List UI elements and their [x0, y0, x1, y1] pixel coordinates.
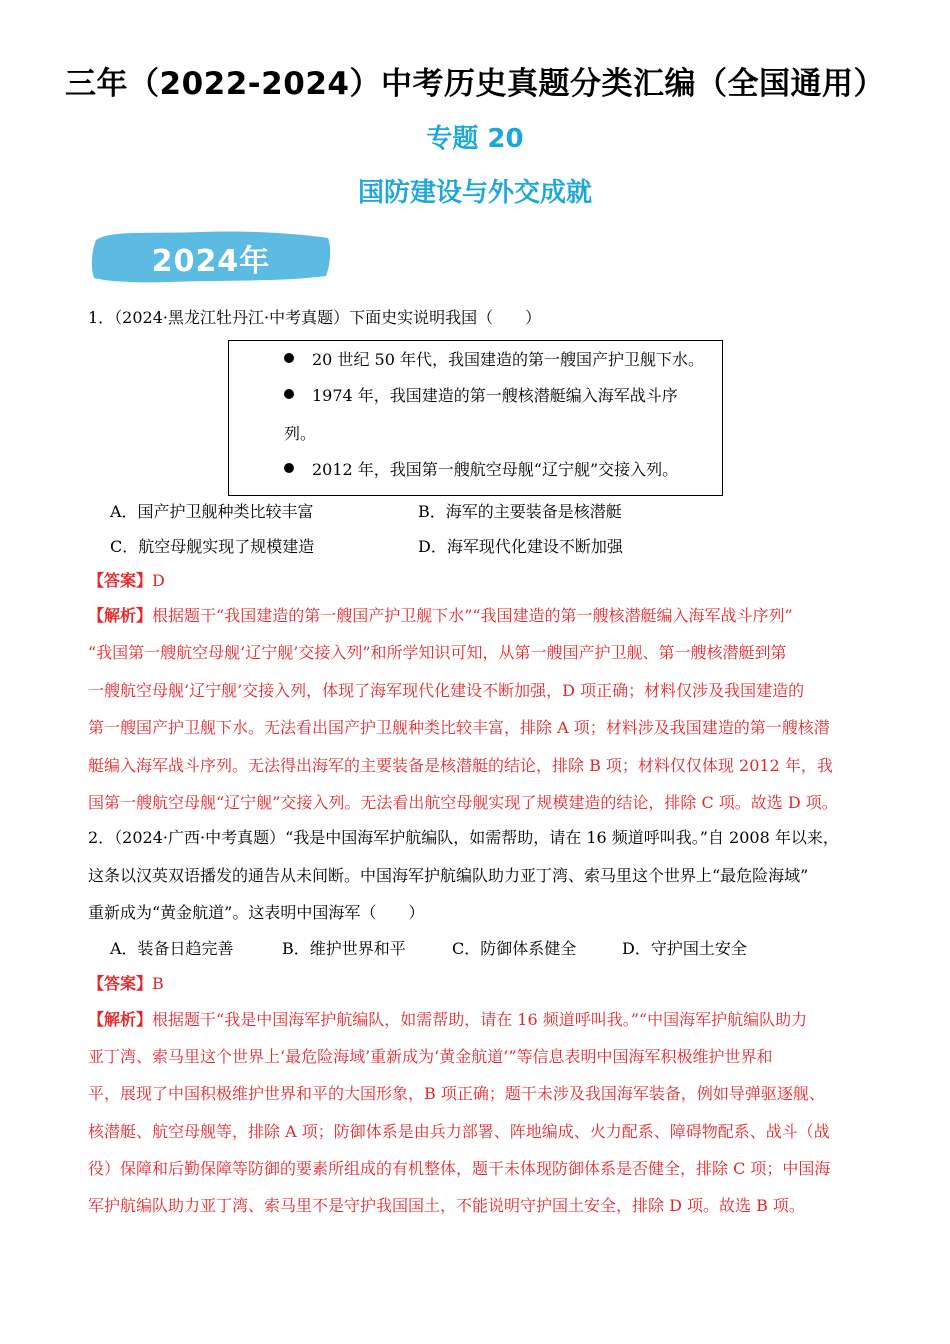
q1-analysis-line: 国第一艘航空母舰“辽宁舰”交接入列。无法看出航空母舰实现了规模建造的结论，排除 C 项。故选 D 项。 — [88, 793, 838, 812]
q2-analysis-line: 役）保障和后勤保障等防御的要素所组成的有机整体，题干未体现防御体系是否健全，排除 C 项；中国海 — [88, 1159, 831, 1178]
q2-answer: 【答案】B — [88, 974, 164, 993]
topic-number: 专题 20 — [426, 124, 524, 154]
q2-analysis-line: 亚丁湾、索马里这个世界上‘最危险海域’重新成为‘黄金航道’”等信息表明中国海军积极维护世界和 — [88, 1047, 773, 1066]
material-bullet: 20 世纪 50 年代，我国建造的第一艘国产护卫舰下水。 — [284, 350, 704, 370]
q1-option-a: A．国产护卫舰种类比较丰富 — [110, 502, 314, 521]
q2-analysis-line: 平，展现了中国积极维护世界和平的大国形象，B 项正确；题干未涉及我国海军装备，例如导弹驱逐舰、 — [88, 1084, 825, 1103]
q1-option-c: C．航空母舰实现了规模建造 — [110, 537, 315, 556]
q2-analysis-line: 核潜艇、航空母舰等，排除 A 项；防御体系是由兵力部署、阵地编成、火力配系、障碍物配系、战斗（战 — [88, 1122, 830, 1141]
q1-option-d: D．海军现代化建设不断加强 — [418, 537, 623, 556]
q2-option-d: D．守护国土安全 — [622, 939, 747, 958]
material-bullet: 2012 年，我国第一艘航空母舰“辽宁舰”交接入列。 — [284, 460, 678, 480]
material-bullet-continued: 列。 — [284, 424, 317, 443]
q1-option-b: B．海军的主要装备是核潜艇 — [418, 502, 622, 521]
q2-analysis-line: 【解析】根据题干“我是中国海军护航编队，如需帮助，请在 16 频道呼叫我。”“中国海军护航编队助力 — [88, 1010, 808, 1029]
q2-option-a: A．装备日趋完善 — [110, 939, 234, 958]
year-badge — [90, 226, 332, 286]
material-bullet: 1974 年，我国建造的第一艘核潜艇编入海军战斗序 — [284, 386, 678, 406]
topic-name: 国防建设与外交成就 — [357, 178, 592, 208]
question-1-stem: 1．（2024·黑龙江牡丹江·中考真题）下面史实说明我国（ ） — [88, 308, 542, 327]
question-2-stem: 重新成为“黄金航道”。这表明中国海军（ ） — [88, 903, 425, 922]
question-2-stem: 这条以汉英双语播发的通告从未间断。中国海军护航编队助力亚丁湾、索马里这个世界上“最危险海域” — [88, 866, 809, 885]
year-label: 2024年 — [151, 244, 271, 279]
q2-analysis-line: 军护航编队助力亚丁湾、索马里不是守护我国国土，不能说明守护国土安全，排除 D 项。故选 B 项。 — [88, 1196, 805, 1215]
q1-answer: 【答案】D — [88, 571, 165, 590]
question-2-stem: 2．（2024·广西·中考真题）“我是中国海军护航编队，如需帮助，请在 16 频道呼叫我。”自 2008 年以来， — [88, 828, 839, 847]
q1-analysis-line: 艇编入海军战斗序列。无法得出海军的主要装备是核潜艇的结论，排除 B 项；材料仅仅体现 2012 年，我 — [88, 756, 833, 775]
bullet-icon — [284, 389, 294, 399]
q1-analysis-line: 一艘航空母舰‘辽宁舰’交接入列，体现了海军现代化建设不断加强，D 项正确；材料仅涉及我国建造的 — [88, 681, 805, 700]
q1-analysis-line: 【解析】根据题干“我国建造的第一艘国产护卫舰下水”“我国建造的第一艘核潜艇编入海军战斗序列” — [88, 606, 793, 625]
bullet-icon — [284, 463, 294, 473]
page-title: 三年（2022-2024）中考历史真题分类汇编（全国通用） — [65, 66, 885, 102]
q2-option-c: C．防御体系健全 — [452, 939, 577, 958]
q1-analysis-line: “我国第一艘航空母舰‘辽宁舰’交接入列”和所学知识可知，从第一艘国产护卫舰、第一艘核潜艇到第 — [88, 643, 787, 662]
bullet-icon — [284, 353, 294, 363]
q1-analysis-line: 第一艘国产护卫舰下水。无法看出国产护卫舰种类比较丰富，排除 A 项；材料涉及我国建造的第一艘核潜 — [88, 718, 830, 737]
q2-option-b: B．维护世界和平 — [282, 939, 406, 958]
